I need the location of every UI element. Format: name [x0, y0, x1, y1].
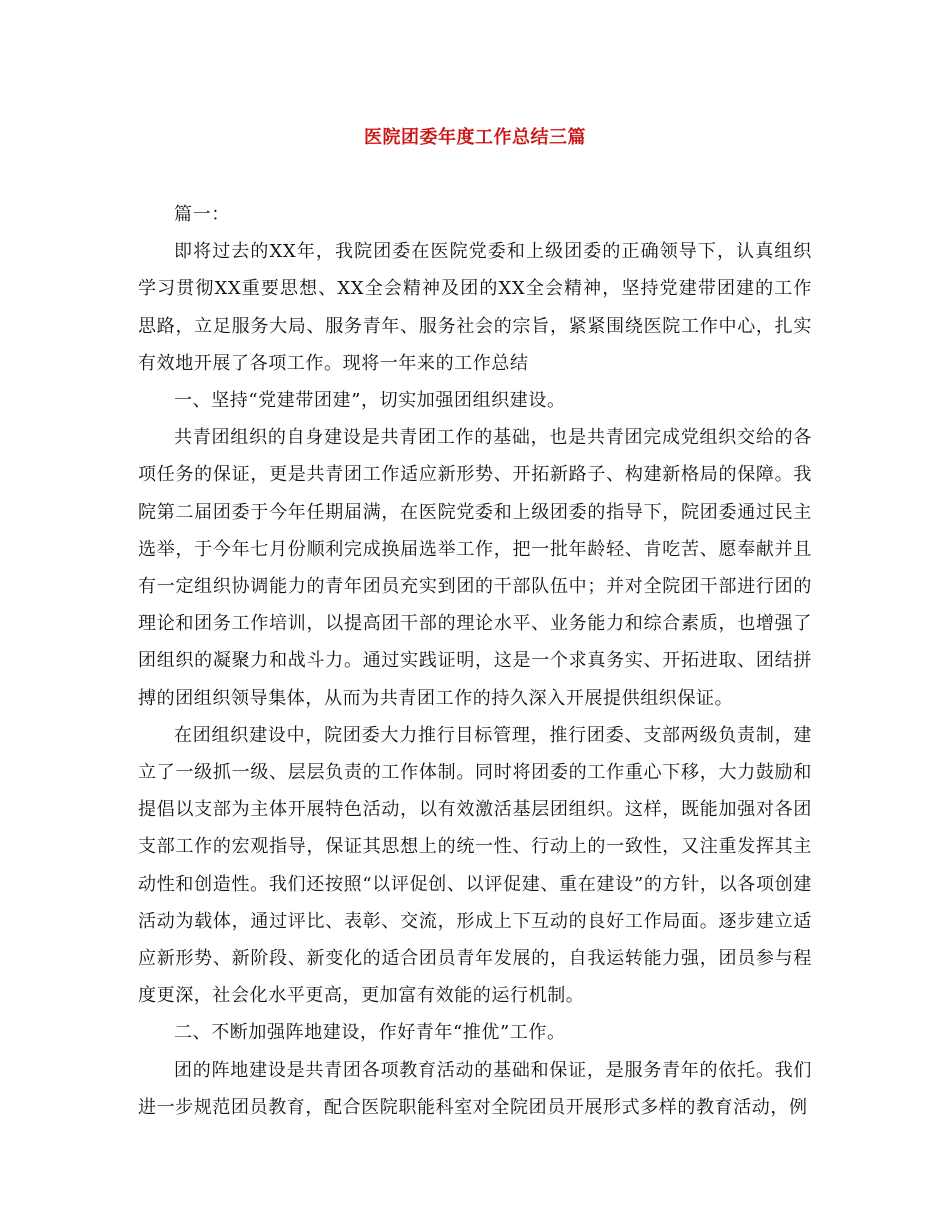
- paragraph: 篇一：: [174, 204, 230, 225]
- document-body: [138, 196, 812, 1126]
- paragraph: 共青团组织的自身建设是共青团工作的基础，也是共青团完成党组织交给的各项任务的保证，更是共青团工作适应新形势、开拓新路子、构建新格局的保障。我院第二届团委于今年任期届满，在医院党委和上级团委的指导下，院团委通过民主选举，于今年七月份顺利完成换届选举工作，把一批年龄轻、肯吃苦、愿奉献并且有一定组织协调能力的青年团员充实到团的干部队伍中；并对全院团干部进行团的理论和团务工作培训，以提高团干部的理论水平、业务能力和综合素质，也增强了团组织的凝聚力和战斗力。通过实践证明，这是一个求真务实、开拓进取、团结拼搏的团组织领导集体，从而为共青团工作的持久深入开展提供组织保证。: [138, 427, 812, 709]
- section-heading: 一、坚持“党建带团建”，切实加强团组织建设。: [174, 390, 566, 412]
- paragraph: 在团组织建设中，院团委大力推行目标管理，推行团委、支部两级负责制，建立了一级抓一级、层层负责的工作体制。同时将团委的工作重心下移，大力鼓励和提倡以支部为主体开展特色活动，以有效激活基层团组织。这样，既能加强对各团支部工作的宏观指导，保证其思想上的统一性、行动上的一致性，又注重发挥其主动性和创造性。我们还按照“以评促创、以评促建、重在建设”的方针，以各项创建活动为载体，通过评比、表彰、交流，形成上下互动的良好工作局面。逐步建立适应新形势、新阶段、新变化的适合团员青年发展的，自我运转能力强，团员参与程度更深，社会化水平更高，更加富有效能的运行机制。: [138, 724, 812, 1007]
- document-title: 医院团委年度工作总结三篇: [364, 127, 586, 148]
- section-heading: 二、不断加强阵地建设，作好青年“推优”工作。: [174, 1022, 566, 1044]
- paragraph: 团的阵地建设是共青团各项教育活动的基础和保证，是服务青年的依托。我们进一步规范团员教育，配合医院职能科室对全院团员开展形式多样的教育活动，例: [138, 1059, 812, 1118]
- paragraph: 即将过去的XX年，我院团委在医院党委和上级团委的正确领导下，认真组织学习贯彻XX重要思想、XX全会精神及团的XX全会精神，坚持党建带团建的工作思路，立足服务大局、服务青年、服务社会的宗旨，紧紧围绕医院工作中心，扎实有效地开展了各项工作。现将一年来的工作总结: [138, 241, 812, 374]
